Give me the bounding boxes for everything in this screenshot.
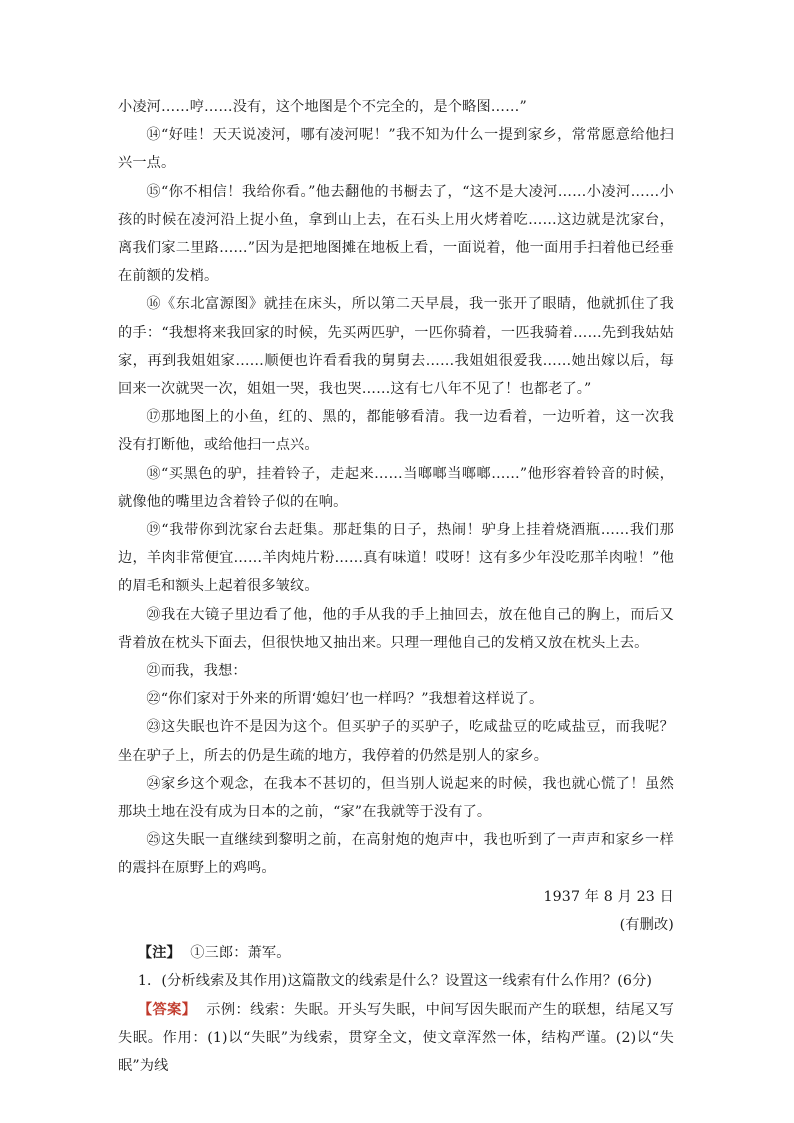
answer-1: [118, 996, 674, 1081]
paragraph-20: ⑳我在大镜子里边看了他，他的手从我的手上抽回去，放在他自己的胸上，而后又背着放在枕头下面去，但很快地又抽出来。只理一理他自己的发梢又放在枕头上去。: [118, 606, 674, 651]
paragraph-14: ⑭“好哇！天天说凌河，哪有凌河呢！”我不知为什么一提到家乡，常常愿意给他扫兴一点。: [118, 127, 674, 172]
paragraph-25: ㉕这失眠一直继续到黎明之前，在高射炮的炮声中，我也听到了一声声和家乡一样的震抖在原野上的鸡鸣。: [118, 832, 674, 877]
paragraph-15: ⑮“你不相信！我给你看。”他去翻他的书橱去了，“这不是大凌河……小凌河……小孩的时候在凌河沿上捉小鱼，拿到山上去，在石头上用火烤着吃……这边就是沈家台，离我们家二里路……”因为是把地图摊在地板上看，一面说着，他一面用手扫着他已经垂在前额的发梢。: [118, 183, 674, 285]
paragraph-13-end: 小凌河……哼……没有，这个地图是个不完全的，是个略图……”: [118, 99, 527, 115]
paragraph-21: ㉑而我，我想：: [146, 663, 247, 680]
answer-text: 示例：线索：失眠。开头写失眠，中间写因失眠而产生的联想，结尾又写失眠。作用：(1)以“失眠”为线索，贯穿全文，使文章浑然一体，结构严谨。(2)以“失眠”为线: [118, 1001, 674, 1074]
paragraph-19: ⑲“我带你到沈家台去赶集。那赶集的日子，热闹！驴身上挂着烧酒瓶……我们那边，羊肉非常便宜……羊肉炖片粉……真有味道！哎呀！这有多少年没吃那羊肉啦！”他的眉毛和额头上起着很多皱纹。: [118, 522, 674, 595]
question-1: 1．(分析线索及其作用)这篇散文的线索是什么？设置这一线索有什么作用？(6分): [137, 973, 653, 990]
paragraph-16: ⑯《东北富源图》就挂在床头，所以第二天早晨，我一张开了眼睛，他就抓住了我的手：“我想将来我回家的时候，先买两匹驴，一匹你骑着，一匹我骑着……先到我姑姑家，再到我姐姐家……顺便也许看看我的舅舅去……我姐姐很爱我……她出嫁以后，每回来一次就哭一次，姐姐一哭，我也哭……这有七八年不见了！也都老了。”: [118, 296, 674, 398]
paragraph-18: ⑱“买黑色的驴，挂着铃子，走起来……当啷啷当啷啷……”他形容着铃音的时候，就像他的嘴里边含着铃子似的在响。: [118, 465, 674, 510]
footnote: [118, 939, 674, 967]
paragraph-22: ㉒“你们家对于外来的所谓‘媳妇’也一样吗？”我想着这样说了。: [146, 691, 544, 708]
footnote-text: ①三郎：萧军。: [190, 945, 291, 962]
document-body: [118, 93, 674, 1080]
article-date: 1937 年 8 月 23 日: [543, 888, 674, 905]
footnote-label: 【注】: [137, 945, 181, 962]
paragraph-17: ⑰那地图上的小鱼，红的、黑的，都能够看清。我一边看着，一边听着，这一次我没有打断他，或给他扫一点兴。: [118, 409, 674, 454]
paragraph-24: ㉔家乡这个观念，在我本不甚切的，但当别人说起来的时候，我也就心慌了！虽然那块土地在没有成为日本的之前，“家”在我就等于没有了。: [118, 775, 674, 821]
paragraph-23: ㉓这失眠也许不是因为这个。但买驴子的买驴子，吃咸盐豆的吃咸盐豆，而我呢？坐在驴子上，所去的仍是生疏的地方，我停着的仍然是别人的家乡。: [118, 719, 674, 764]
answer-label: 【答案】: [137, 1001, 197, 1018]
edit-note: (有删改): [619, 916, 674, 933]
